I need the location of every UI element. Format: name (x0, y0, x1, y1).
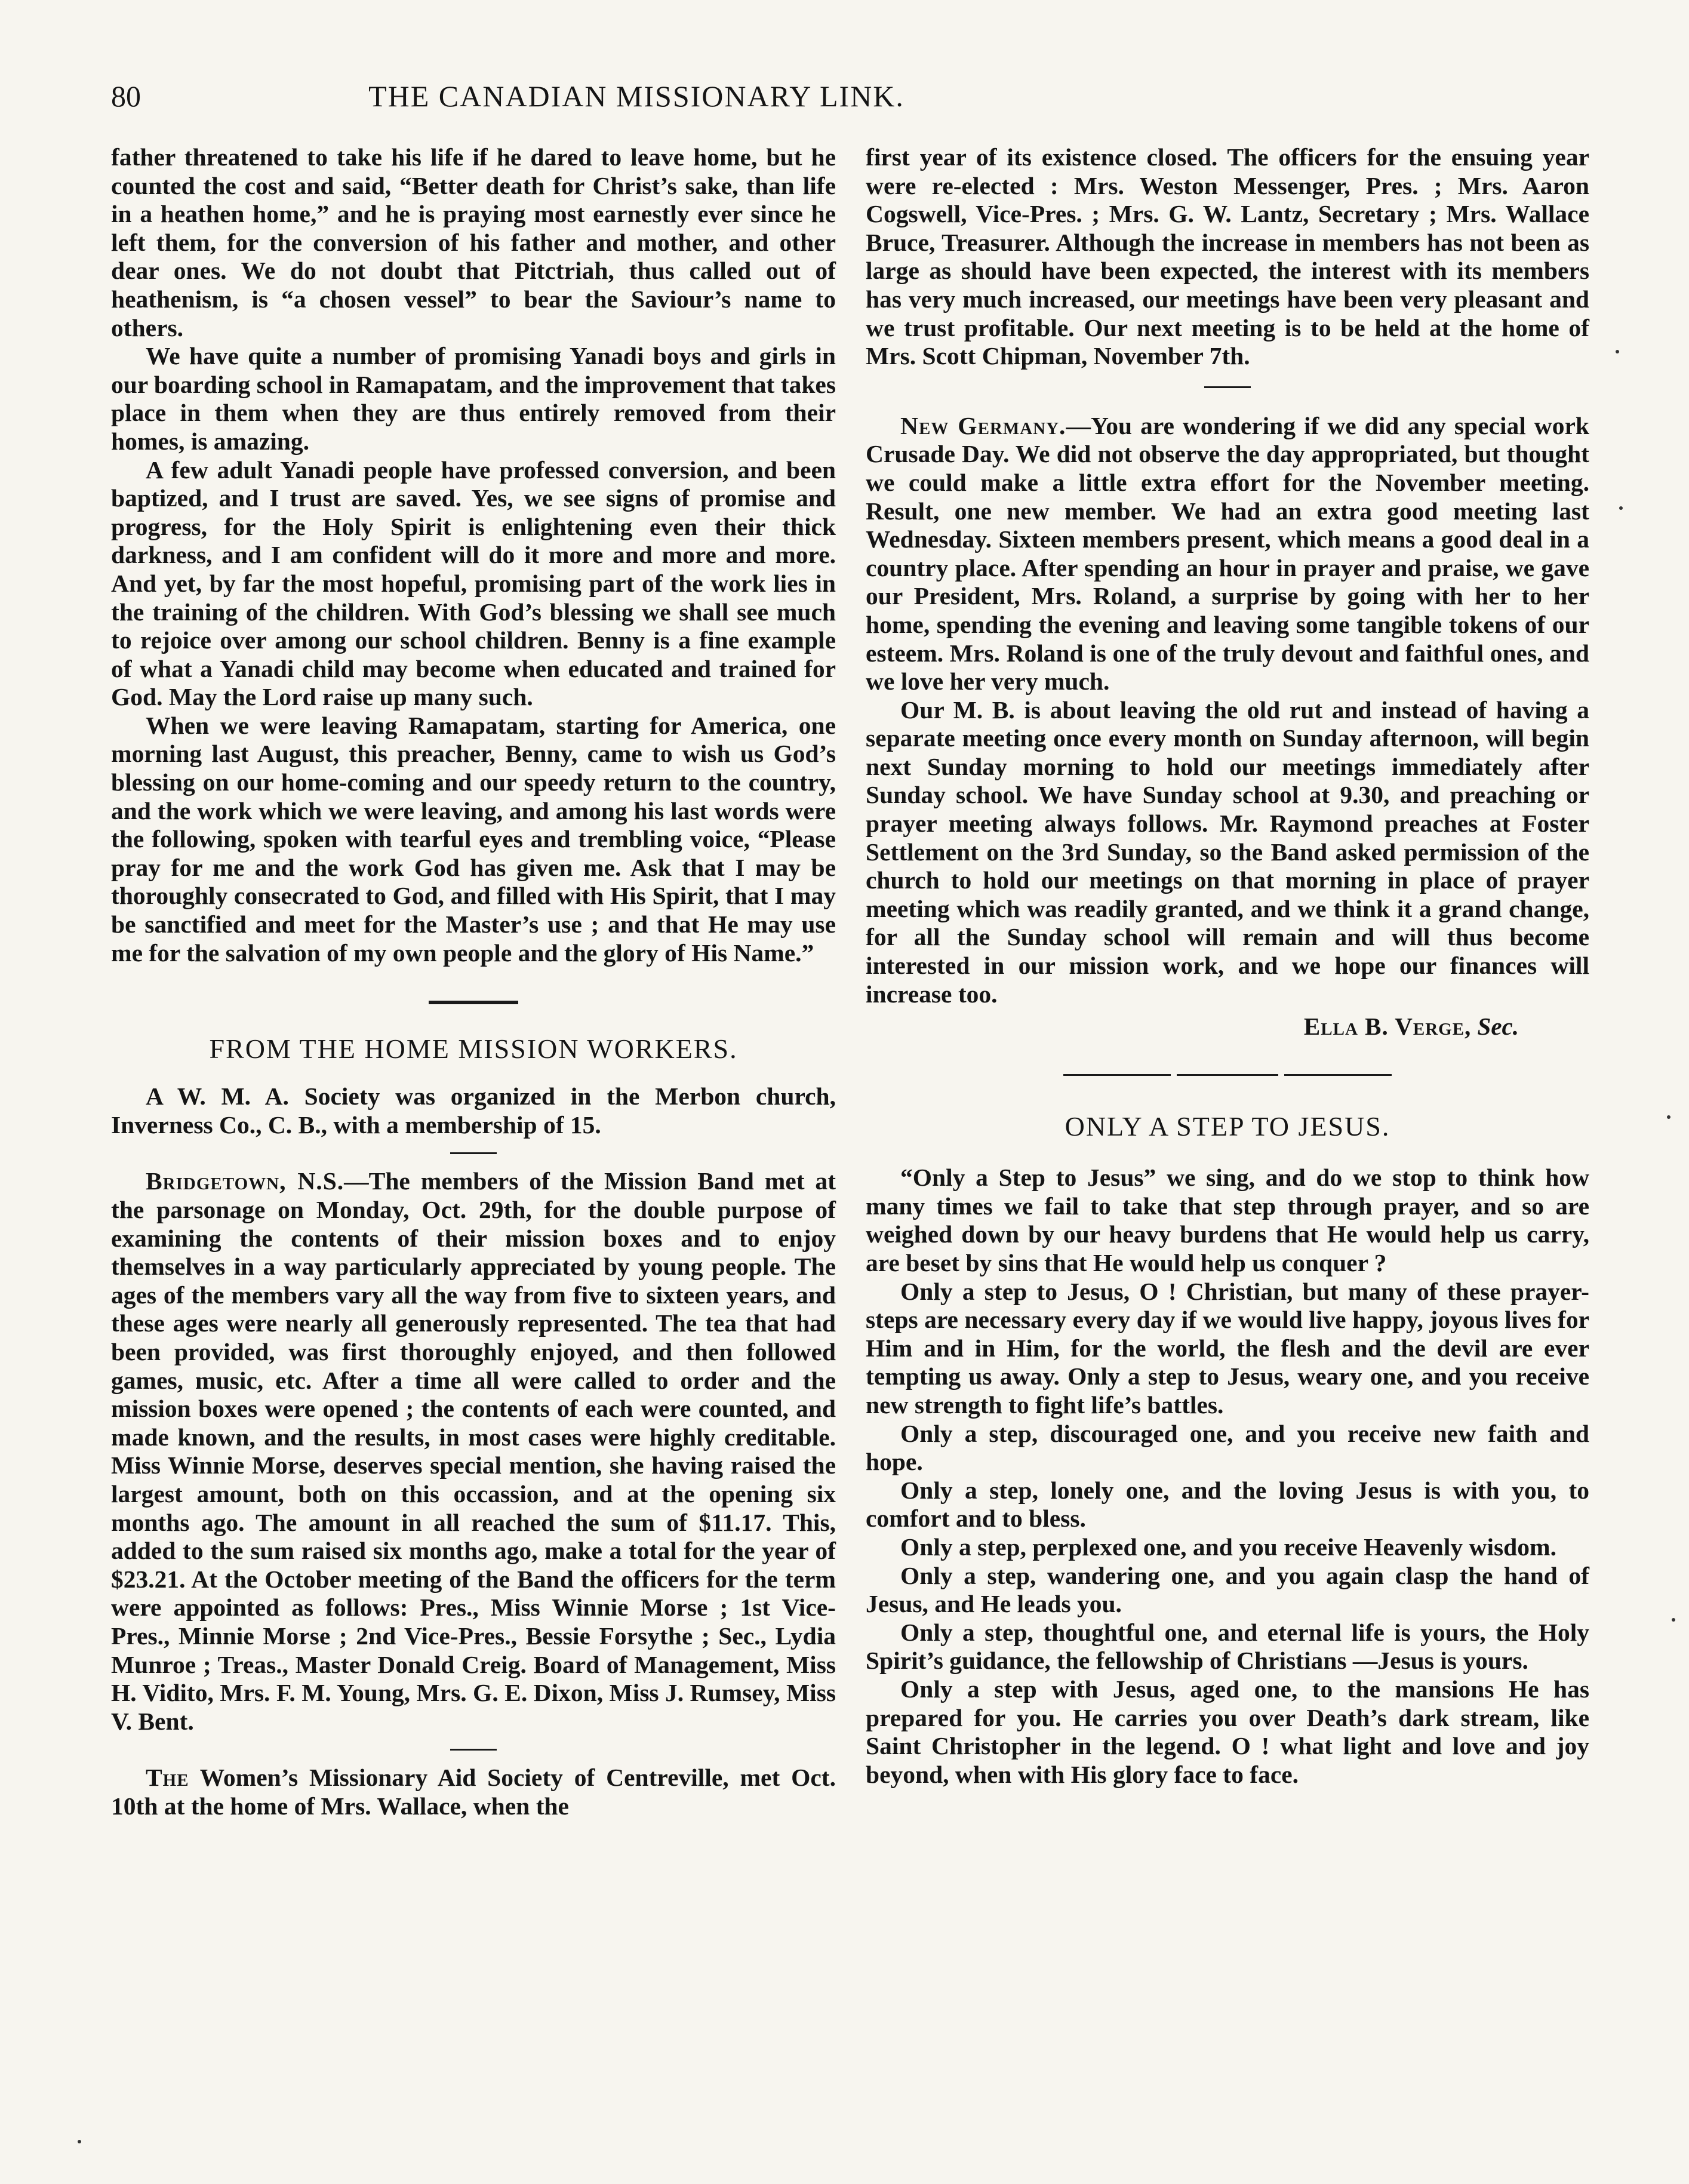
report-place: New Germany. (900, 411, 1066, 439)
paragraph: Only a step with Jesus, aged one, to the mansions He has prepared for you. He carries you over Death’s dark stream, like Saint Christopher in the legend. O ! what light and love and joy beyond, when with His glory face to face. (866, 1675, 1589, 1788)
page-header (111, 79, 1162, 124)
paragraph: Only a step, perplexed one, and you receive Heavenly wisdom. (900, 1533, 1556, 1561)
section-title-only-a-step: ONLY A STEP TO JESUS. (1065, 1111, 1390, 1142)
paragraph: father threatened to take his life if he dared to leave home, but he counted the cost and said, “Better death for Christ’s sake, than life in a heathen home,” and he is praying most earnestly ever since he left them, for the conversion of his father and mother, and other dear ones. We do not doubt that Pitctriah, thus called out of heathenism, is “a chosen vessel” to bear the Saviour’s name to others. (111, 143, 836, 342)
paragraph: Only a step, discouraged one, and you receive new faith and hope. (866, 1419, 1589, 1476)
report-place: Bridgetown, N.S. (146, 1167, 344, 1195)
signature (866, 1012, 1519, 1041)
report-bridgetown (111, 1167, 836, 1736)
signature-role: Sec. (1477, 1013, 1519, 1041)
paragraph: Only a step, thoughtful one, and eternal life is yours, the Holy Spirit’s guidance, the fellowship of Christians —Jesus is yours. (866, 1618, 1589, 1675)
left-column (111, 143, 836, 1820)
paragraph: Only a step, wandering one, and you again clasp the hand of Jesus, and He leads you. (866, 1561, 1589, 1618)
report-text: —You are wondering if we did any special work Crusade Day. We did not observe the day appropriated, but thought we could make a little extra effort for the November meeting. Result, one new member. We had an extra good meeting last Wednesday. Sixteen members present, which means a good deal in a country place. After spending an hour in prayer and praise, we gave our President, Mrs. Roland, a surprise by going with her to her home, spending the evening and leaving some tangible tokens of our esteem. Mrs. Roland is one of the truly devout and faithful ones, and we love her very much. (866, 411, 1589, 696)
paragraph: Our M. B. is about leaving the old rut and instead of having a separate meeting once every month on Sunday afternoon, will begin next Sunday morning to hold our meetings immediately after Sunday school. We have Sunday school at 9.30, and preaching or prayer meeting always follows. Mr. Raymond preaches at Foster Settlement on the 3rd Sunday, so the Band asked permission of the church to hold our meetings on that morning in place of prayer meeting which was readily granted, and we think it a grand change, for all the Sunday school will remain and will thus become interested in our mission work, and we hope our finances will increase too. (866, 696, 1589, 1008)
scan-speck (1616, 350, 1619, 353)
page-number: 80 (111, 79, 141, 113)
scan-speck (78, 2140, 81, 2143)
scan-speck (1619, 506, 1623, 510)
paragraph: A W. M. A. Society was organized in the Merbon church, Inverness Co., C. B., with a membership of 15. (111, 1082, 836, 1139)
section-divider (1063, 1074, 1392, 1076)
report-text: Women’s Missionary Aid Society of Centreville, met Oct. 10th at the home of Mrs. Wallace, when the (111, 1764, 836, 1820)
report-centreville (111, 1764, 836, 1820)
report-text: —The members of the Mission Band met at the parsonage on Monday, Oct. 29th, for the double purpose of examining the contents of their mission boxes and to enjoy themselves in a way particularly appreciated by young people. The ages of the members vary all the way from five to sixteen years, and these ages were nearly all generously represented. The tea that had been provided, was first thoroughly enjoyed, and then followed games, music, etc. After a time all were called to order and the mission boxes were opened ; the contents of each were counted, and made known, and the results, in most cases were highly creditable. Miss Winnie Morse, deserves special mention, she having raised the largest amount, both on this occassion, and at the opening six months ago. The amount in all reached the sum of $11.17. This, added to the sum raised six months ago, make a total for the year of $23.21. At the October meeting of the Band the officers for the term were appointed as follows: Pres., Miss Winnie Morse ; 1st Vice-Pres., Minnie Morse ; 2nd Vice-Pres., Bessie Forsythe ; Sec., Lydia Munroe ; Treas., Master Donald Creig. Board of Management, Miss H. Vidito, Mrs. F. M. Young, Mrs. G. E. Dixon, Miss J. Rumsey, Miss V. Bent. (111, 1167, 836, 1735)
paragraph: first year of its existence closed. The officers for the ensuing year were re-elected : Mrs. Weston Messenger, Pres. ; Mrs. Aaron Cogswell, Vice-Pres. ; Mrs. G. W. Lantz, Secretary ; Mrs. Wallace Bruce, Treasurer. Although the increase in members has not been as large as should have been expected, the interest with its members has very much increased, our meetings have been very pleasant and we trust profitable. Our next meeting is to be held at the home of Mrs. Scott Chipman, November 7th. (866, 143, 1589, 370)
paragraph: “Only a Step to Jesus” we sing, and do we stop to think how many times we fail to take that step through prayer, and so are weighed down by our heavy burdens that He would help us carry, are beset by sins that He would help us conquer ? (866, 1164, 1589, 1276)
signature-name: Ella B. Verge, (1303, 1013, 1472, 1041)
paragraph: We have quite a number of promising Yanadi boys and girls in our boarding school in Ramapatam, and the improvement that takes place in them when they are thus entirely removed from their homes, is amazing. (111, 342, 836, 455)
scan-speck (1672, 1618, 1675, 1622)
section-title-home-mission: FROM THE HOME MISSION WORKERS. (209, 1033, 738, 1065)
paragraph: A few adult Yanadi people have professed conversion, and been baptized, and I trust are saved. Yes, we see signs of promise and progress, for the Holy Spirit is enlightening even their thick darkness, and I am confident will do it more and more and more. And yet, by far the most hopeful, promising part of the work lies in the training of the children. With God’s blessing we shall see much to rejoice over among our school children. Benny is a fine example of what a Yanadi child may become when educated and trained for God. May the Lord raise up many such. (111, 456, 836, 711)
paragraph: Only a step to Jesus, O ! Christian, but many of these prayer-steps are necessary every day if we would live happy, joyous lives for Him and in Him, for the world, the flesh and the devil are ever tempting us away. Only a step to Jesus, weary one, and you receive new strength to fight life’s battles. (866, 1277, 1589, 1419)
scan-speck (1667, 1115, 1670, 1119)
paragraph: Only a step, lonely one, and the loving Jesus is with you, to comfort and to bless. (866, 1476, 1589, 1533)
journal-title: THE CANADIAN MISSIONARY LINK. (368, 79, 905, 113)
paragraph: When we were leaving Ramapatam, starting for America, one morning last August, this preacher, Benny, came to wish us God’s blessing on our home-coming and our speedy return to the country, and the work which we were leaving, and among his last words were the following, spoken with tearful eyes and trembling voice, “Please pray for me and the work God has given me. Ask that I may be thoroughly consecrated to God, and filled with His Spirit, that I may be sanctified and meet for the Master’s use ; and that He may use me for the salvation of my own people and the glory of His Name.” (111, 711, 836, 967)
report-lead-word: The (146, 1764, 189, 1792)
report-new-germany (866, 412, 1589, 696)
right-column (866, 143, 1589, 1789)
